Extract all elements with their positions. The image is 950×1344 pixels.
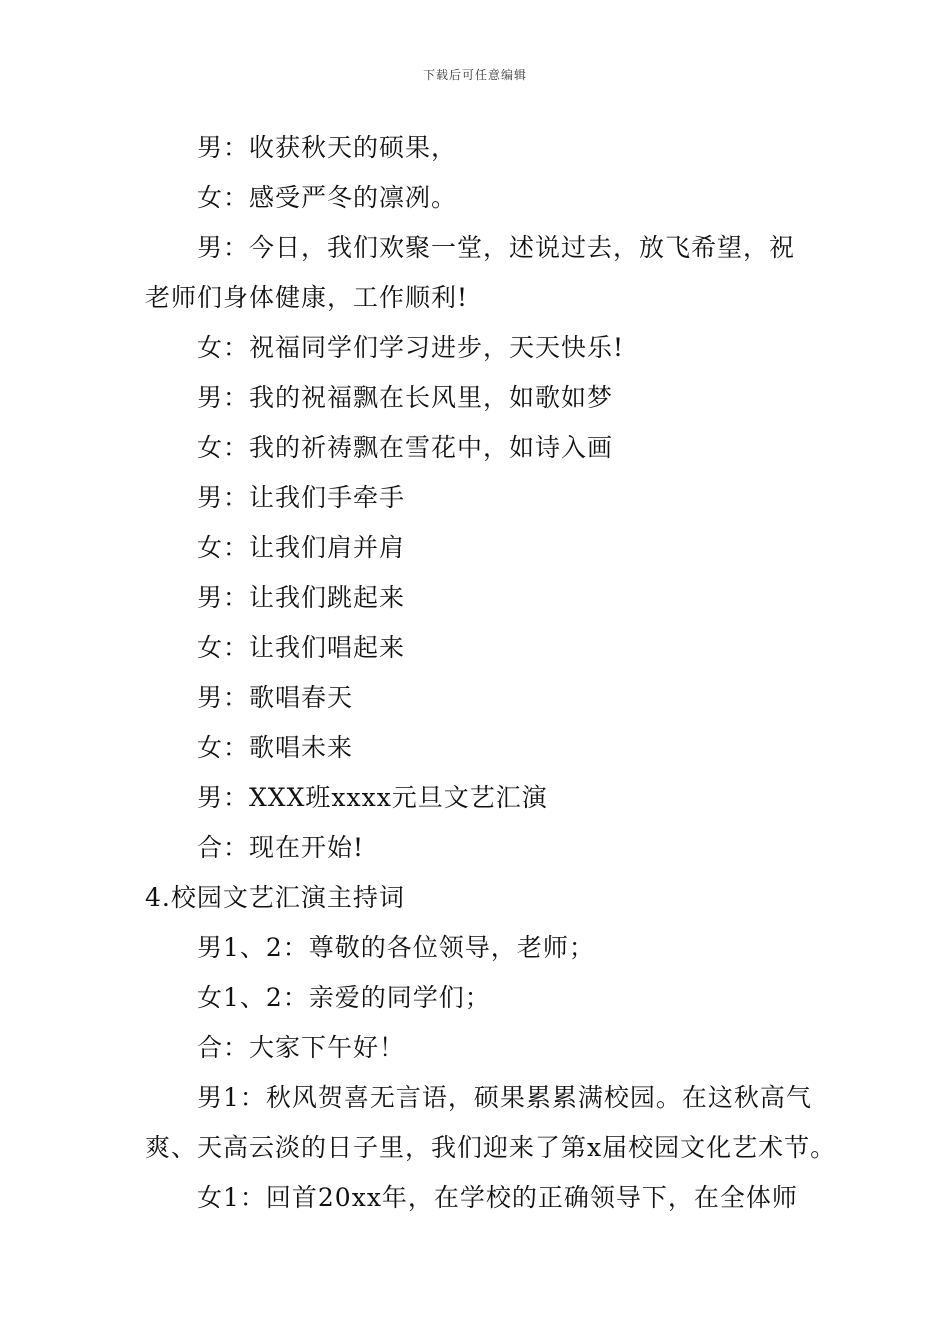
text-line: 女：歌唱未来 — [197, 733, 354, 762]
text-line: 男1、2：尊敬的各位领导，老师； — [197, 933, 595, 962]
text-line: 4.校园文艺汇演主持词 — [145, 883, 405, 912]
text-line: 男：让我们跳起来 — [197, 583, 406, 612]
text-line: 女：让我们唱起来 — [197, 633, 406, 662]
text-line: 女：感受严冬的凛冽。 — [197, 183, 458, 212]
text-line: 女：我的祈祷飘在雪花中，如诗入画 — [197, 433, 614, 462]
text-line: 男：我的祝福飘在长风里，如歌如梦 — [197, 383, 614, 412]
text-line: 男：歌唱春天 — [197, 683, 354, 712]
text-line: 男：让我们手牵手 — [197, 483, 406, 512]
text-line: 女1、2：亲爱的同学们； — [197, 983, 491, 1012]
text-line: 女1：回首20xx年，在学校的正确领导下，在全体师 — [197, 1183, 798, 1212]
text-line: 合：现在开始! — [197, 833, 365, 862]
text-line: 男1：秋风贺喜无言语，硕果累累满校园。在这秋高气 — [197, 1083, 812, 1112]
text-line: 男：XXX班xxxx元旦文艺汇演 — [197, 783, 548, 812]
page-header: 下载后可任意编辑 — [422, 68, 527, 82]
text-line: 老师们身体健康，工作顺利! — [145, 283, 469, 312]
text-line: 女：祝福同学们学习进步，天天快乐! — [197, 333, 625, 362]
text-line: 男：今日，我们欢聚一堂，述说过去，放飞希望，祝 — [197, 233, 796, 262]
document-body — [145, 123, 837, 1223]
text-line: 爽、天高云淡的日子里，我们迎来了第x届校园文化艺术节。 — [145, 1133, 837, 1162]
text-line: 女：让我们肩并肩 — [197, 533, 406, 562]
text-line: 合：大家下午好！ — [197, 1033, 406, 1062]
text-line: 男：收获秋天的硕果， — [197, 133, 458, 162]
